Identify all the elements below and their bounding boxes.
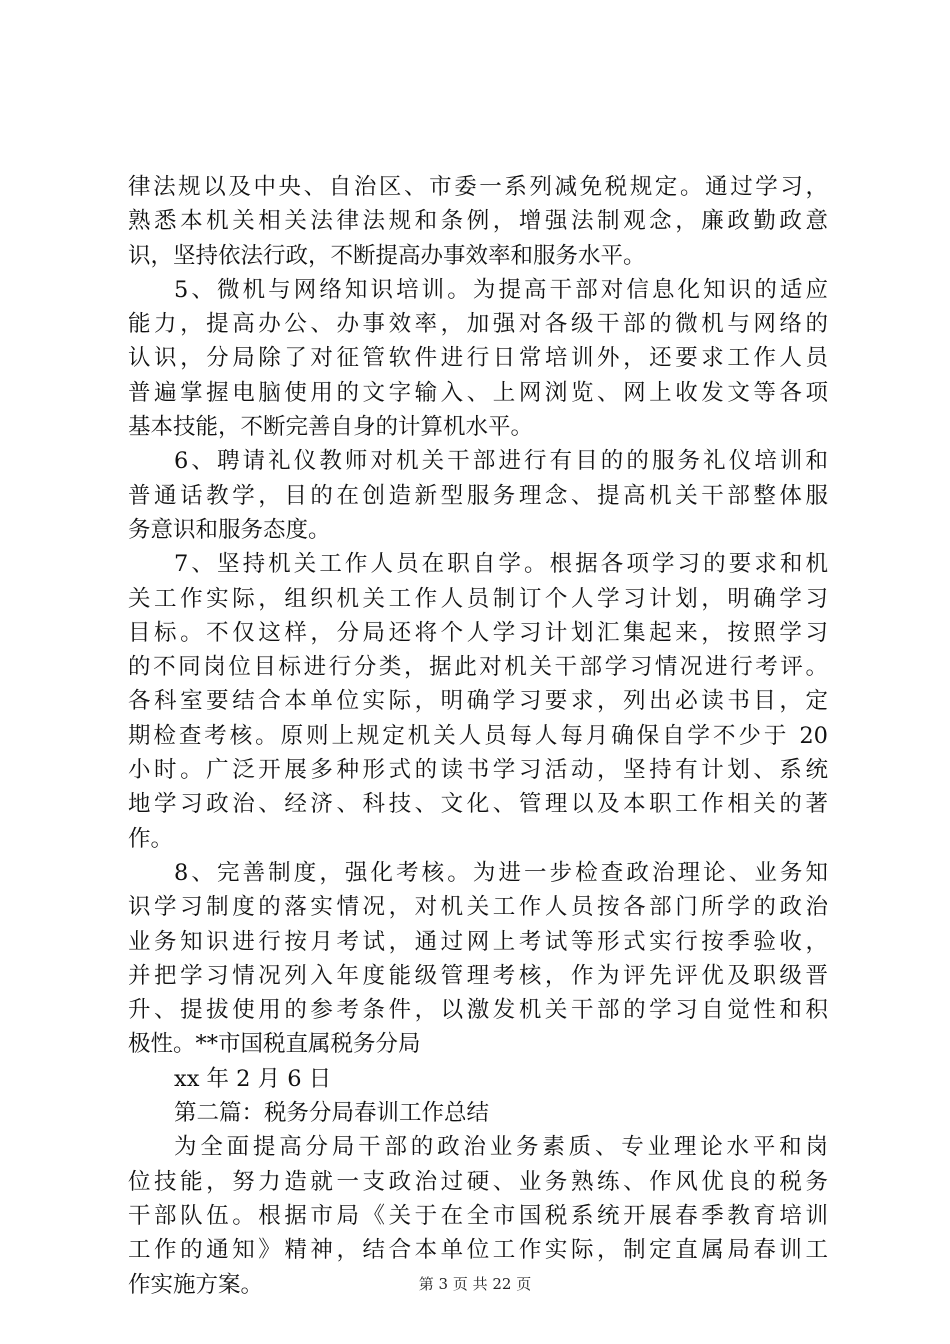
text-line: 务意识和服务态度。 xyxy=(128,516,331,543)
text-line: 升、提拔使用的参考条件，以激发机关干部的学习自觉性和积 xyxy=(128,997,828,1024)
text-line: 期检查考核。原则上规定机关人员每人每月确保自学不少于 20 xyxy=(128,722,828,749)
text-line: 普通话教学，目的在创造新型服务理念、提高机关干部整体服 xyxy=(128,482,828,509)
text-line: 普遍掌握电脑使用的文字输入、上网浏览、网上收发文等各项 xyxy=(128,379,828,406)
text-line: 熟悉本机关相关法律法规和条例，增强法制观念，廉政勤政意 xyxy=(128,208,828,235)
text-line: 8、完善制度，强化考核。为进一步检查政治理论、业务知 xyxy=(174,859,828,886)
text-line: 基本技能，不断完善自身的计算机水平。 xyxy=(128,414,534,441)
text-line: 识学习制度的落实情况，对机关工作人员按各部门所学的政治 xyxy=(128,894,828,921)
text-line: 极性。**市国税直属税务分局 xyxy=(128,1031,421,1058)
text-line: 律法规以及中央、自治区、市委一系列减免税规定。通过学习， xyxy=(128,174,828,200)
text-line: 工作的通知》精神，结合本单位工作实际，制定直属局春训工 xyxy=(128,1237,828,1264)
text-line: 认识，分局除了对征管软件进行日常培训外，还要求工作人员 xyxy=(128,345,828,372)
text-line: 的不同岗位目标进行分类，据此对机关干部学习情况进行考评。 xyxy=(128,654,828,681)
text-line: xx 年 2 月 6 日 xyxy=(174,1065,332,1092)
text-line: 识，坚持依法行政，不断提高办事效率和服务水平。 xyxy=(128,242,646,269)
text-line: 第二篇：税务分局春训工作总结 xyxy=(174,1100,490,1127)
text-line: 各科室要结合本单位实际，明确学习要求，列出必读书目，定 xyxy=(128,688,828,715)
text-line: 6、聘请礼仪教师对机关干部进行有目的的服务礼仪培训和 xyxy=(174,448,828,475)
text-line: 位技能，努力造就一支政治过硬、业务熟练、作风优良的税务 xyxy=(128,1168,828,1195)
text-line: 小时。广泛开展多种形式的读书学习活动，坚持有计划、系统 xyxy=(128,757,828,784)
document-body xyxy=(128,170,828,1302)
text-line: 干部队伍。根据市局《关于在全市国税系统开展春季教育培训 xyxy=(128,1202,828,1229)
text-line: 作实施方案。 xyxy=(128,1271,264,1298)
text-line: 目标。不仅这样，分局还将个人学习计划汇集起来，按照学习 xyxy=(128,619,828,646)
text-line: 地学习政治、经济、科技、文化、管理以及本职工作相关的著 xyxy=(128,791,828,818)
text-line: 5、微机与网络知识培训。为提高干部对信息化知识的适应 xyxy=(174,276,828,303)
text-line: 能力，提高办公、办事效率，加强对各级干部的微机与网络的 xyxy=(128,311,828,338)
text-line: 业务知识进行按月考试，通过网上考试等形式实行按季验收， xyxy=(128,928,828,955)
text-line: 关工作实际，组织机关工作人员制订个人学习计划，明确学习 xyxy=(128,585,828,612)
text-line: 作。 xyxy=(128,825,174,852)
text-line: 7、坚持机关工作人员在职自学。根据各项学习的要求和机 xyxy=(174,551,828,578)
text-line: 并把学习情况列入年度能级管理考核，作为评先评优及职级晋 xyxy=(128,962,828,989)
text-line: 为全面提高分局干部的政治业务素质、专业理论水平和岗 xyxy=(174,1134,828,1161)
page-footer: 第 3 页 共 22 页 xyxy=(418,1275,532,1293)
